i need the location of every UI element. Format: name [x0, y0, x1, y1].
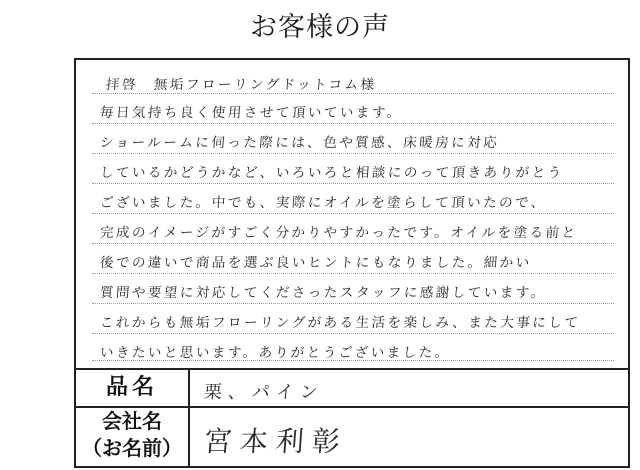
ruled-line	[92, 303, 614, 304]
info-table	[74, 370, 630, 468]
ruled-line	[92, 93, 614, 94]
product-value: 栗、パイン	[203, 382, 325, 403]
page-title: お客様の声	[250, 12, 390, 43]
product-label: 品名	[105, 375, 158, 400]
ruled-line	[92, 243, 614, 244]
column-divider	[188, 370, 190, 466]
customer-name: 宮本利彰	[202, 425, 350, 458]
letter-line-7: 後での違いで商品を選ぶ良いヒントにもなりました。細かい	[99, 255, 533, 271]
letter-line-6: 完成のイメージがすごく分かりやすかったです。オイルを塗る前と	[99, 225, 579, 241]
ruled-line	[92, 123, 614, 124]
ruled-line	[92, 213, 614, 214]
ruled-line	[92, 153, 614, 154]
letter-line-3: ショールームに伺った際には、色や質感、床暖房に対応	[99, 135, 500, 151]
ruled-line	[92, 273, 614, 274]
letter-line-9: これからも無垢フローリングがある生活を楽しみ、また大事にして	[99, 315, 581, 331]
ruled-line	[92, 333, 614, 334]
testimonial-letter	[74, 58, 630, 370]
letter-line-10: いきたいと思います。ありがとうございました。	[99, 345, 452, 361]
ruled-line	[92, 183, 614, 184]
letter-line-2: 毎日気持ち良く使用させて頂いています。	[99, 105, 404, 121]
company-label: 会社名	[102, 409, 162, 433]
letter-line-4: しているかどうかなど、いろいろと相談にのって頂きありがとう	[99, 165, 565, 181]
letter-line-5: ございました。中でも、実際にオイルを塗らして頂いたので、	[99, 195, 548, 211]
letter-line-1: 拝啓 無垢フローリングドットコム様	[105, 77, 377, 93]
letter-line-8: 質問や要望に対応してくださったスタッフに感謝しています。	[99, 285, 548, 301]
name-label: （お名前）	[82, 436, 182, 460]
